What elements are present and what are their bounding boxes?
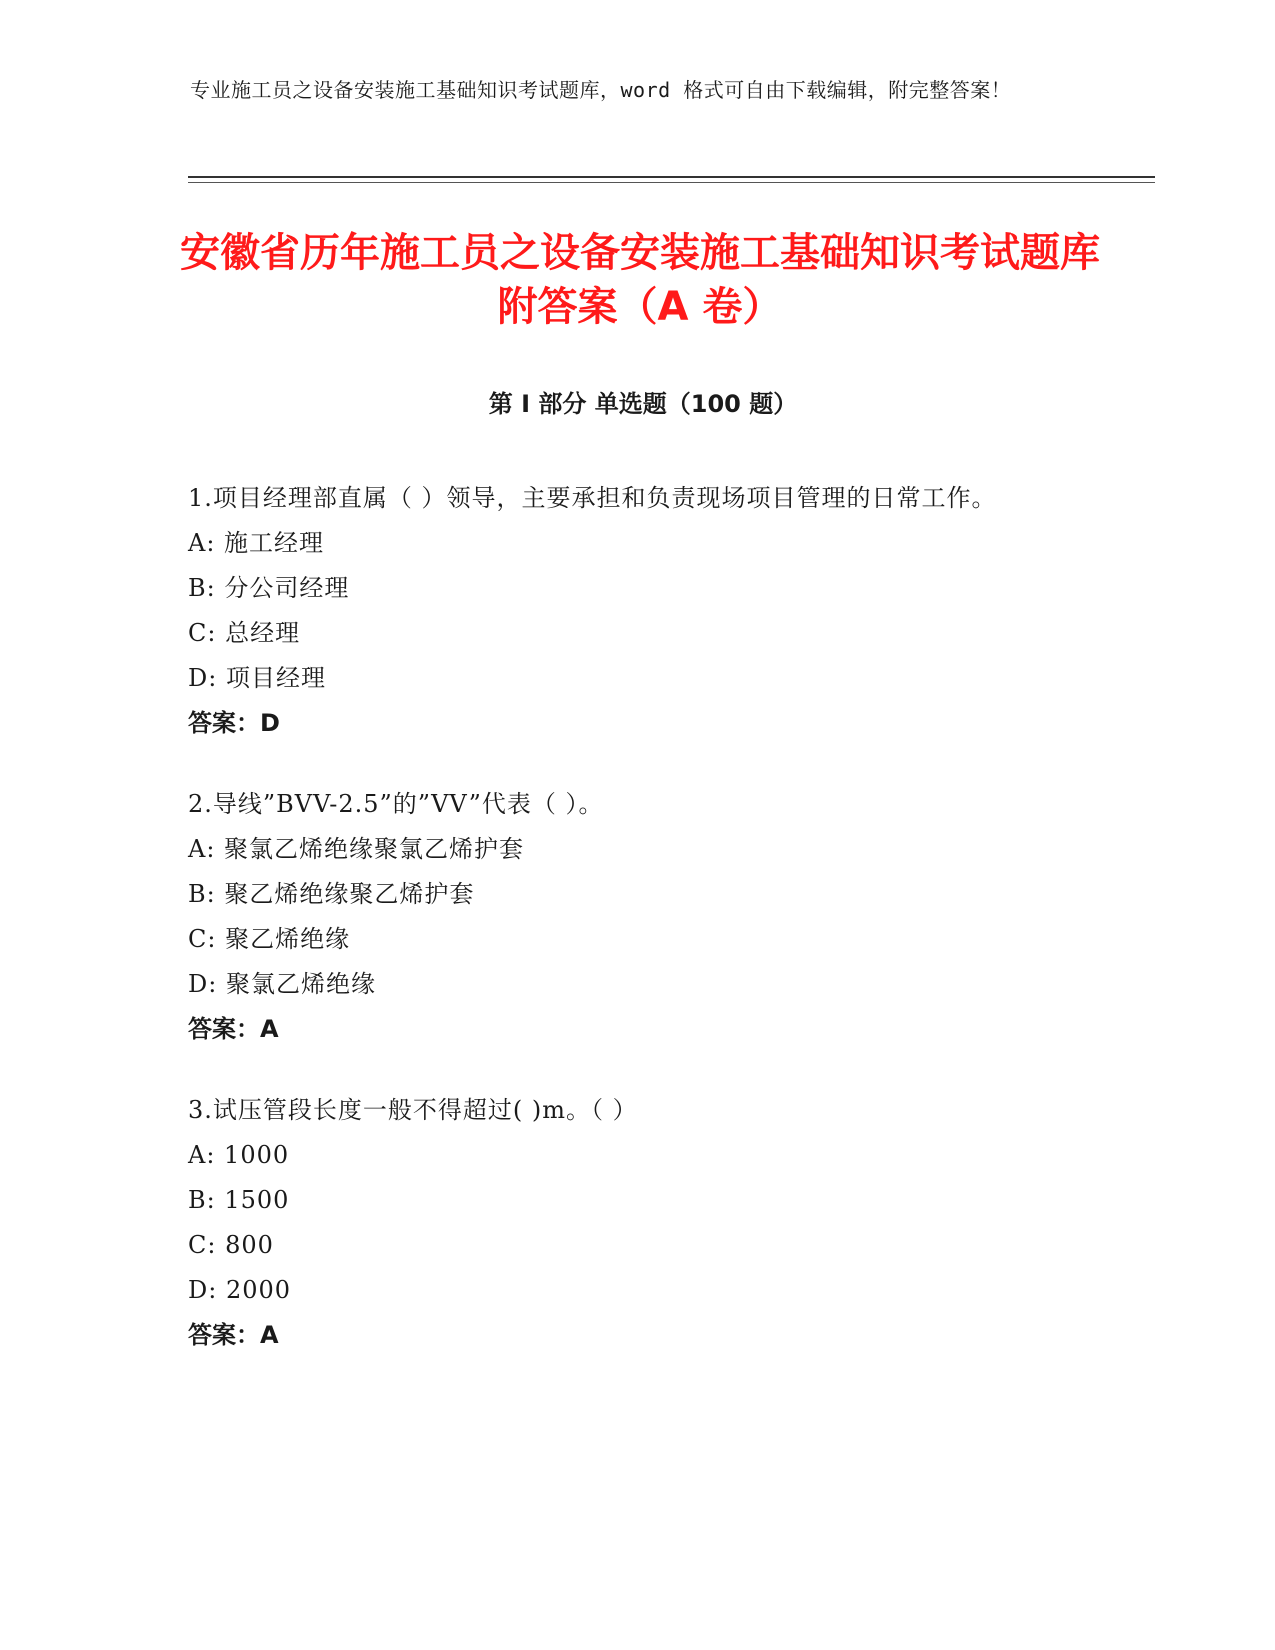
option-d: D: 项目经理 — [188, 664, 326, 692]
option-b: B: 聚乙烯绝缘聚乙烯护套 — [188, 880, 475, 908]
option-b: B: 分公司经理 — [188, 574, 350, 602]
option-a: A: 1000 — [188, 1141, 290, 1169]
header-divider — [188, 176, 1155, 178]
header-divider-thin — [188, 182, 1155, 183]
option-c: C: 800 — [188, 1231, 274, 1259]
question-2 — [188, 782, 1088, 1052]
option-d: D: 2000 — [188, 1276, 292, 1304]
question-stem: 2.导线”BVV-2.5”的”VV”代表（ ）。 — [188, 790, 604, 818]
answer-line: 答案：A — [188, 1321, 279, 1349]
option-a: A: 聚氯乙烯绝缘聚氯乙烯护套 — [188, 835, 525, 863]
option-c: C: 聚乙烯绝缘 — [188, 925, 351, 953]
answer-line: 答案：A — [188, 1015, 279, 1043]
question-1 — [188, 476, 1088, 746]
question-3 — [188, 1088, 1088, 1358]
question-list — [188, 476, 1088, 1394]
question-stem: 3.试压管段长度一般不得超过( )m。（ ） — [188, 1096, 638, 1124]
question-stem: 1.项目经理部直属（ ）领导，主要承担和负责现场项目管理的日常工作。 — [188, 484, 997, 512]
header-note: 专业施工员之设备安装施工基础知识考试题库，word 格式可自由下载编辑，附完整答案！ — [190, 78, 1012, 102]
document-title: 安徽省历年施工员之设备安装施工基础知识考试题库附答案（A 卷） — [180, 230, 1100, 330]
answer-line: 答案：D — [188, 709, 280, 737]
option-b: B: 1500 — [188, 1186, 290, 1214]
option-d: D: 聚氯乙烯绝缘 — [188, 970, 376, 998]
section-title: 第 I 部分 单选题（100 题） — [488, 390, 798, 418]
option-a: A: 施工经理 — [188, 529, 325, 557]
option-c: C: 总经理 — [188, 619, 301, 647]
